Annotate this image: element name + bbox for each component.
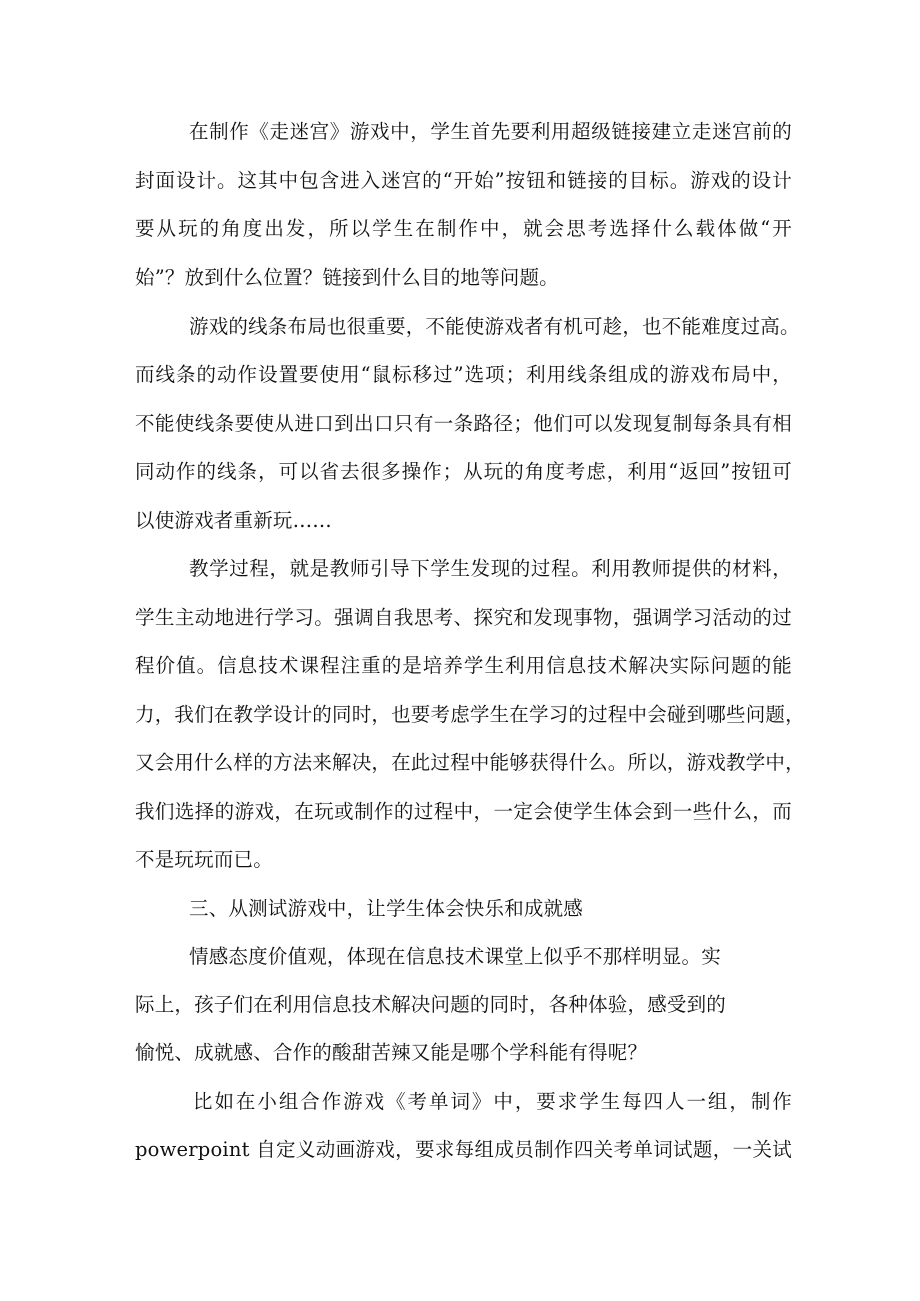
paragraph-1-line-4: 始”？放到什么位置？链接到什么目的地等问题。 <box>135 266 559 289</box>
paragraph-2-line-2: 而线条的动作设置要使用“鼠标移过”选项；利用线条组成的游戏布局中， <box>135 363 792 386</box>
paragraph-1-line-1: 在制作《走迷宫》游戏中，学生首先要利用超级链接建立走迷宫前的 <box>189 120 792 143</box>
paragraph-3-line-1: 教学过程，就是教师引导下学生发现的过程。利用教师提供的材料， <box>189 557 792 580</box>
paragraph-2-line-1: 游戏的线条布局也很重要，不能使游戏者有机可趁，也不能难度过高。 <box>189 315 800 338</box>
paragraph-2-line-4: 同动作的线条，可以省去很多操作；从玩的角度考虑，利用“返回”按钮可 <box>135 460 792 483</box>
paragraph-3-line-4: 力，我们在教学设计的同时，也要考虑学生在学习的过程中会碰到哪些问题， <box>135 703 805 726</box>
paragraph-3-line-6: 我们选择的游戏，在玩或制作的过程中，一定会使学生体会到一些什么，而 <box>135 800 792 823</box>
paragraph-3-line-5: 又会用什么样的方法来解决，在此过程中能够获得什么。所以，游戏教学中， <box>135 751 805 774</box>
paragraph-4-line-3: 愉悦、成就感、合作的酸甜苦辣又能是哪个学科能有得呢？ <box>135 1041 648 1064</box>
paragraph-1-line-3: 要从玩的角度出发，所以学生在制作中，就会思考选择什么载体做“开 <box>135 217 792 240</box>
paragraph-4-line-2: 际上，孩子们在利用信息技术解决问题的同时，各种体验，感受到的 <box>135 993 727 1016</box>
paragraph-3-line-2: 学生主动地进行学习。强调自我思考、探究和发现事物，强调学习活动的过 <box>135 606 792 629</box>
section-heading: 三、从测试游戏中，让学生体会快乐和成就感 <box>189 897 584 920</box>
paragraph-3-line-7: 不是玩玩而已。 <box>135 848 273 871</box>
paragraph-2-line-3: 不能使线条要使从进口到出口只有一条路径；他们可以发现复制每条具有相 <box>135 412 792 435</box>
paragraph-5-line-1: 比如在小组合作游戏《考单词》中，要求学生每四人一组，制作 <box>193 1090 792 1113</box>
paragraph-2-line-5: 以使游戏者重新玩…… <box>135 509 333 532</box>
paragraph-3-line-3: 程价值。信息技术课程注重的是培养学生利用信息技术解决实际问题的能 <box>135 654 792 677</box>
paragraph-1-line-2: 封面设计。这其中包含进入迷宫的“开始”按钮和链接的目标。游戏的设计 <box>135 169 792 192</box>
paragraph-5-line-2: powerpoint 自定义动画游戏，要求每组成员制作四关考单词试题，一关试 <box>135 1138 792 1161</box>
paragraph-4-line-1: 情感态度价值观，体现在信息技术课堂上似乎不那样明显。实 <box>189 945 721 968</box>
